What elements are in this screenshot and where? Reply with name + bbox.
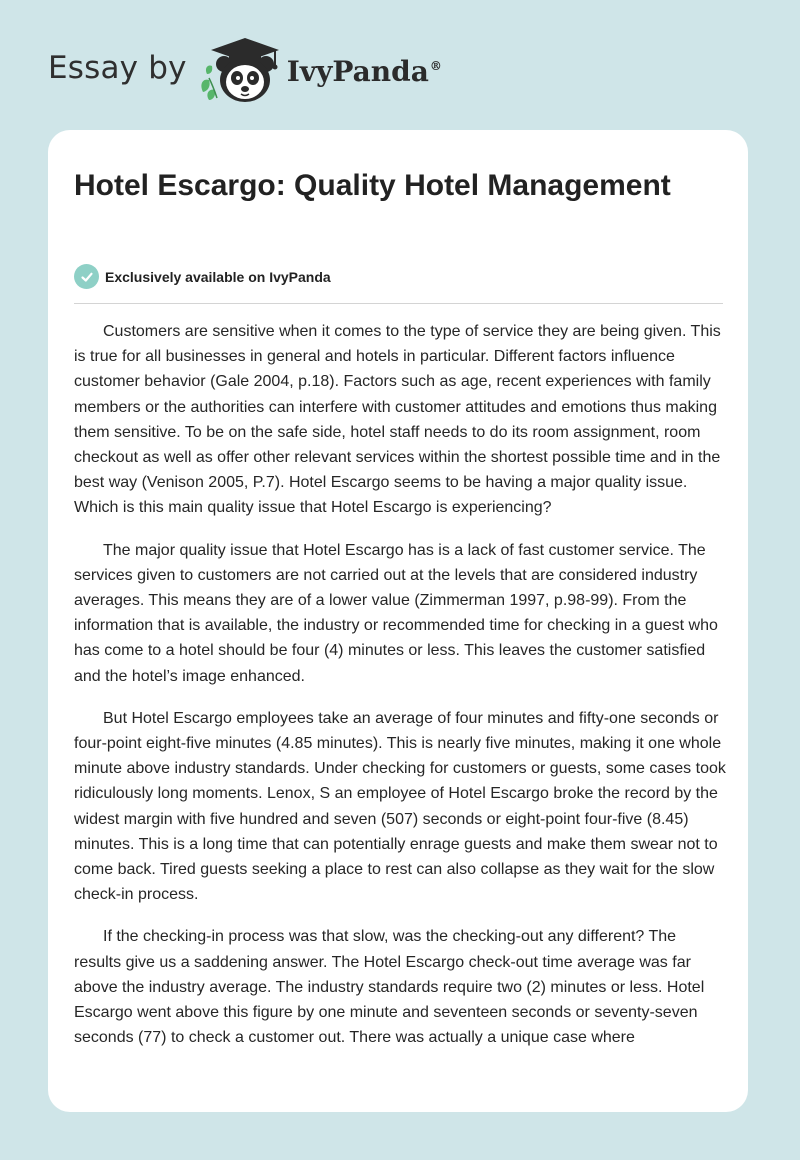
essay-card [48,130,748,1112]
paragraph: If the checking-in process was that slow, was the checking-out any different? The results give us a saddening answer. The Hotel Escargo check-out time average was far above the industry average. The industry standards require two (2) minutes or less. Hotel Escargo went above this figure by one minute and seventeen seconds or seventy-seven seconds (77) to check a customer out. There was actually a unique case where [74,928,705,1047]
essay-body [74,319,726,1067]
badge-text: Exclusively available on IvyPanda [105,268,331,285]
check-circle-icon [74,264,99,289]
brand-name: IvyPanda® [286,54,442,88]
essay-title: Hotel Escargo: Quality Hotel Management [74,169,671,202]
paragraph: The major quality issue that Hotel Escargo has is a lack of fast customer service. The services given to customers are not carried out at the levels that are considered industry averages. This means they are of a lower value (Zimmerman 1997, p.98-99). From the information that is available, the industry or recommended time for checking in a guest who has come to a hotel should be four (4) minutes or less. This leaves the customer satisfied and the hotel’s image enhanced. [74,541,718,685]
divider [74,303,723,304]
exclusive-badge [74,264,331,289]
paragraph: Customers are sensitive when it comes to the type of service they are being given. This is true for all businesses in general and hotels in particular. Different factors influence customer behavior (Gale 2004, p.18). Factors such as age, recent experiences with family members or the authorities can interfere with customer attitudes and emotions thus making them sensitive. To be on the safe side, hotel staff needs to do its room assignment, room checkout as well as offer other relevant services within the shortest possible time and in the best way (Venison 2005, P.7). Hotel Escargo seems to be having a major quality issue. Which is this main quality issue that Hotel Escargo is experiencing? [74,323,721,517]
site-logo[interactable] [48,34,442,104]
paragraph: But Hotel Escargo employees take an average of four minutes and fifty-one seconds or four-point eight-five minutes (4.85 minutes). This is nearly five minutes, making it one whole minute above industry standards. Under checking for customers or guests, some cases took ridiculously long moments. Lenox, S an employee of Hotel Escargo broke the record by the widest margin with five hundred and seven (507) seconds or eight-point four-five (8.45) minutes. This is a long time that can potentially enrage guests and make them swear not to come back. Tired guests seeking a place to rest can also collapse as they wait for the slow check-in process. [74,709,726,904]
brand-prefix: Essay by [48,50,187,86]
registered-mark: ® [429,59,442,74]
panda-graduate-icon [197,34,285,104]
